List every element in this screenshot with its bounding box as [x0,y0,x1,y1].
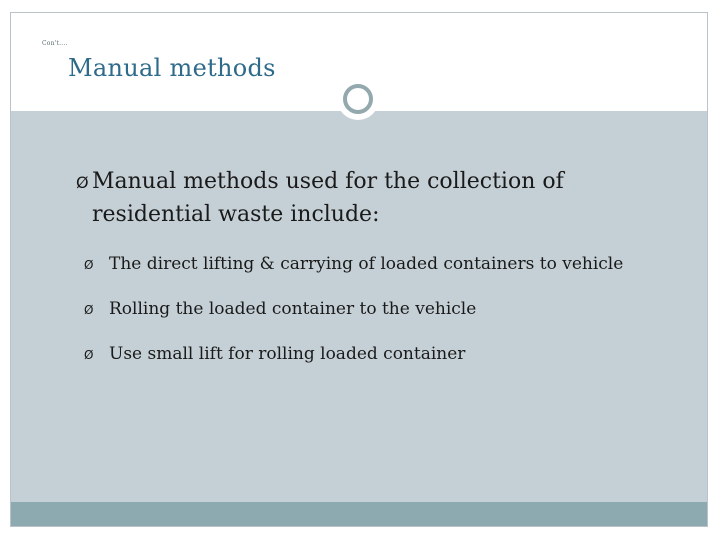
sub-bullet-list [84,251,656,368]
arrowhead-bullet-icon: Ø [84,258,94,272]
slide-title: Manual methods [68,54,276,82]
continued-label: Con't.... [42,40,68,47]
slide-content [76,165,656,386]
sub-bullet-item [84,341,624,368]
sub-bullet-text: Rolling the loaded container to the vehicle [109,299,477,319]
arrowhead-bullet-icon: Ø [84,303,94,317]
sub-bullet-text: The direct lifting & carrying of loaded containers to vehicle [109,254,624,274]
ring-circle-inner [343,84,373,114]
arrowhead-bullet-icon: Ø [76,173,89,192]
sub-bullet-item [84,296,624,323]
footer-bar [11,502,707,526]
main-bullet-text: Manual methods used for the collection of residential waste include: [92,169,564,227]
sub-bullet-text: Use small lift for rolling loaded container [109,344,466,364]
arrowhead-bullet-icon: Ø [84,348,94,362]
main-bullet-item [76,165,656,231]
sub-bullet-item [84,251,624,278]
